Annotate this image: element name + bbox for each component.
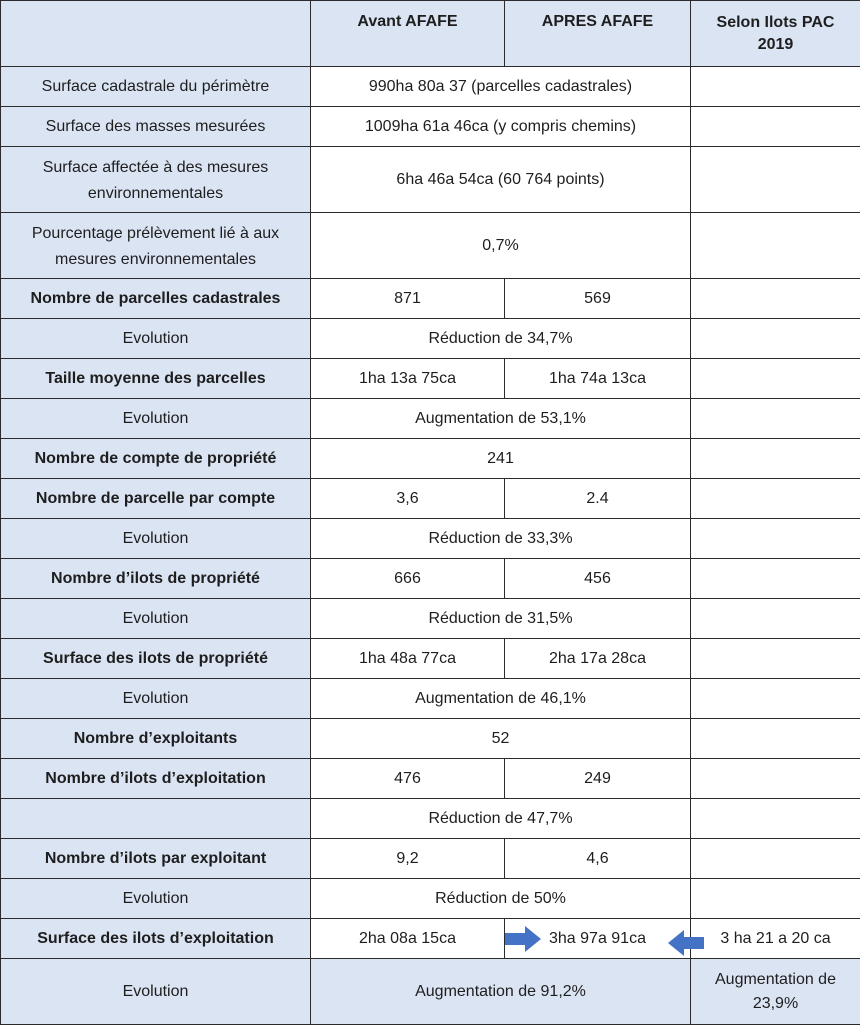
row-merged-value: Réduction de 34,7% — [311, 319, 691, 359]
arrow-left-icon — [666, 929, 706, 957]
row-label: Evolution — [1, 879, 311, 919]
row-pac-line2: 23,9% — [752, 994, 799, 1012]
row-pac-value — [691, 679, 860, 719]
row-apres-value: 249 — [505, 759, 691, 799]
row-avant-value: 871 — [311, 279, 505, 319]
row-apres-value-cell — [505, 919, 691, 959]
row-avant-value: 476 — [311, 759, 505, 799]
table-row — [1, 213, 860, 279]
row-label: Nombre d’exploitants — [1, 719, 311, 759]
row-merged-value: Augmentation de 53,1% — [311, 399, 691, 439]
table-row — [1, 839, 860, 879]
row-avant-value: 3,6 — [311, 479, 505, 519]
row-apres-value: 2ha 17a 28ca — [505, 639, 691, 679]
row-apres-value: 1ha 74a 13ca — [505, 359, 691, 399]
header-blank-cell — [1, 1, 311, 67]
table-row — [1, 147, 860, 213]
row-label — [1, 213, 311, 279]
row-label-line1: Pourcentage prélèvement lié à aux — [31, 225, 280, 242]
table-row — [1, 599, 860, 639]
row-merged-value: Réduction de 31,5% — [311, 599, 691, 639]
row-merged-value: 1009ha 61a 46ca (y compris chemins) — [311, 107, 691, 147]
row-pac-value — [691, 399, 860, 439]
row-label-line1: Surface affectée à des mesures — [42, 159, 269, 176]
row-apres-value: 4,6 — [505, 839, 691, 879]
row-label — [1, 799, 311, 839]
row-pac-value — [691, 147, 860, 213]
table-row — [1, 479, 860, 519]
row-pac-value: 3 ha 21 a 20 ca — [691, 919, 860, 959]
row-label: Nombre de parcelle par compte — [1, 479, 311, 519]
header-pac-line1: Selon Ilots PAC — [716, 13, 835, 31]
row-pac-value — [691, 479, 860, 519]
row-pac-value — [691, 107, 860, 147]
row-pac-value — [691, 879, 860, 919]
row-label: Taille moyenne des parcelles — [1, 359, 311, 399]
table-row — [1, 107, 860, 147]
row-label: Nombre d’ilots d’exploitation — [1, 759, 311, 799]
row-apres-value: 3ha 97a 91ca — [549, 929, 646, 947]
row-label: Evolution — [1, 399, 311, 439]
row-label: Surface des ilots de propriété — [1, 639, 311, 679]
row-merged-value: Augmentation de 46,1% — [311, 679, 691, 719]
row-pac-value — [691, 439, 860, 479]
table-row — [1, 439, 860, 479]
header-pac-line2: 2019 — [757, 35, 794, 53]
row-pac-value — [691, 719, 860, 759]
row-avant-value: 2ha 08a 15ca — [311, 919, 505, 959]
row-merged-value: 990ha 80a 37 (parcelles cadastrales) — [311, 67, 691, 107]
row-merged-value: Réduction de 50% — [311, 879, 691, 919]
row-pac-value — [691, 959, 860, 1025]
row-apres-value: 569 — [505, 279, 691, 319]
row-label: Evolution — [1, 519, 311, 559]
table-row — [1, 319, 860, 359]
table-row — [1, 279, 860, 319]
table-row — [1, 639, 860, 679]
row-label-line2: environnementales — [87, 185, 224, 202]
row-pac-value — [691, 319, 860, 359]
table-row — [1, 959, 860, 1025]
row-label: Surface des ilots d’exploitation — [1, 919, 311, 959]
row-pac-value — [691, 67, 860, 107]
table-row — [1, 519, 860, 559]
table-row — [1, 759, 860, 799]
row-merged-value: Augmentation de 91,2% — [311, 959, 691, 1025]
header-selon-ilots-pac — [691, 1, 860, 67]
row-pac-value — [691, 213, 860, 279]
row-label: Nombre de parcelles cadastrales — [1, 279, 311, 319]
row-label — [1, 147, 311, 213]
table-row — [1, 359, 860, 399]
table-row — [1, 799, 860, 839]
header-apres-afafe: APRES AFAFE — [505, 1, 691, 67]
table-row — [1, 719, 860, 759]
header-avant-afafe: Avant AFAFE — [311, 1, 505, 67]
row-pac-value — [691, 799, 860, 839]
row-apres-value: 2.4 — [505, 479, 691, 519]
row-label: Surface des masses mesurées — [1, 107, 311, 147]
row-merged-value: Réduction de 47,7% — [311, 799, 691, 839]
row-merged-value: Réduction de 33,3% — [311, 519, 691, 559]
row-pac-value — [691, 639, 860, 679]
row-apres-value: 456 — [505, 559, 691, 599]
row-pac-value — [691, 839, 860, 879]
row-merged-value: 52 — [311, 719, 691, 759]
table-row — [1, 919, 860, 959]
table-row — [1, 559, 860, 599]
row-pac-value — [691, 359, 860, 399]
row-pac-value — [691, 599, 860, 639]
row-pac-value — [691, 279, 860, 319]
row-avant-value: 1ha 48a 77ca — [311, 639, 505, 679]
row-label: Evolution — [1, 959, 311, 1025]
table-row — [1, 879, 860, 919]
arrow-right-icon — [505, 925, 544, 953]
row-label: Evolution — [1, 679, 311, 719]
row-label: Evolution — [1, 599, 311, 639]
row-label-line2: mesures environnementales — [55, 251, 256, 268]
table-row — [1, 67, 860, 107]
row-label: Nombre de compte de propriété — [1, 439, 311, 479]
row-merged-value: 0,7% — [311, 213, 691, 279]
header-row — [1, 1, 860, 67]
row-merged-value: 6ha 46a 54ca (60 764 points) — [311, 147, 691, 213]
row-pac-value — [691, 519, 860, 559]
row-avant-value: 9,2 — [311, 839, 505, 879]
row-label: Nombre d’ilots par exploitant — [1, 839, 311, 879]
row-avant-value: 1ha 13a 75ca — [311, 359, 505, 399]
row-merged-value: 241 — [311, 439, 691, 479]
row-pac-line1: Augmentation de — [715, 970, 836, 988]
row-label: Evolution — [1, 319, 311, 359]
table-row — [1, 399, 860, 439]
row-label: Nombre d’ilots de propriété — [1, 559, 311, 599]
table-row — [1, 679, 860, 719]
row-avant-value: 666 — [311, 559, 505, 599]
row-pac-value — [691, 559, 860, 599]
row-label: Surface cadastrale du périmètre — [1, 67, 311, 107]
row-pac-value — [691, 759, 860, 799]
